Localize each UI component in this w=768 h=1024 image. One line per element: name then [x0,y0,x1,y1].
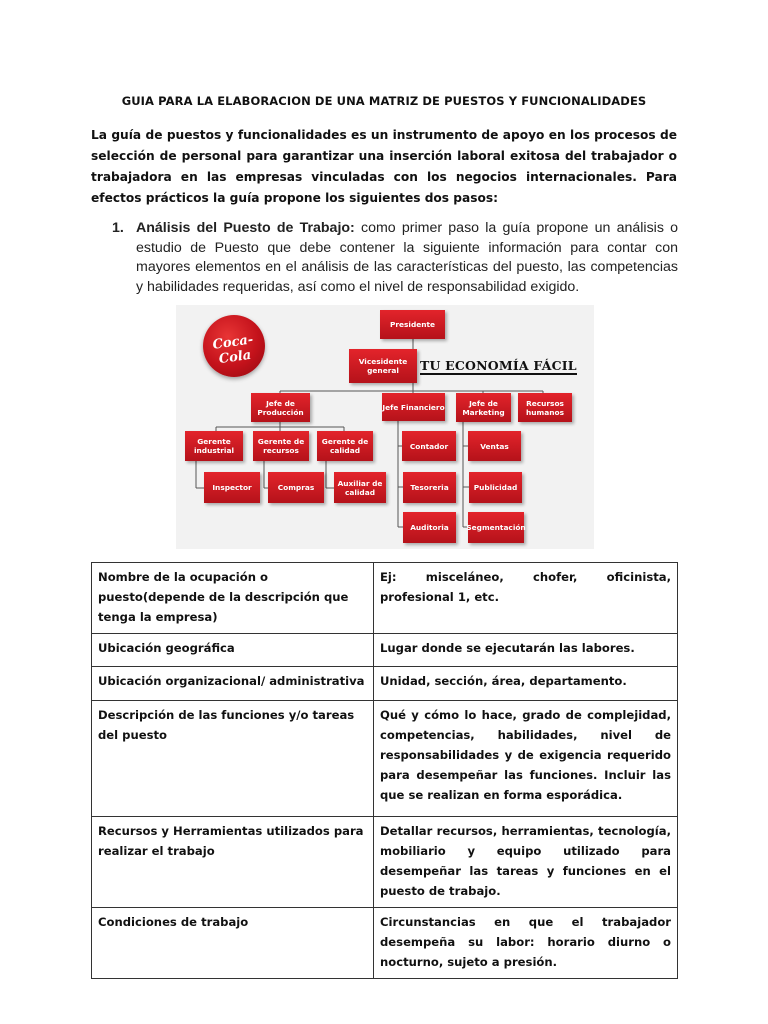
row-label: Condiciones de trabajo [92,908,374,979]
org-box-gerente-recursos: Gerente de recursos [253,431,309,461]
org-box-publicidad: Publicidad [469,472,522,503]
step-1 [112,219,678,297]
org-box-vicepresidente: Vicesidente general [349,349,417,383]
row-label: Descripción de las funciones y/o tareas del puesto [92,701,374,817]
table-row [92,634,678,667]
step-body: como primer paso la guía propone un análisis o estudio de Puesto que debe contener la siguiente información para contar con mayores elementos en el análisis de las características del puesto, las competencias y habilidades requeridas, así como el nivel de responsabilidad exigido. [136,220,679,295]
brand-watermark: TU ECONOMÍA FÁCIL [420,358,577,373]
row-value: Detallar recursos, herramientas, tecnología, mobiliario y equipo utilizado para desempeñar las tareas y funciones en el puesto de trabajo. [374,817,678,908]
org-box-jefe-financiero: Jefe Financiero [382,393,445,421]
org-box-auditoria: Auditoria [403,512,456,543]
step-number: 1. [112,220,124,236]
table-row [92,908,678,979]
org-box-ventas: Ventas [468,431,521,461]
coca-cola-logo [203,315,265,377]
org-box-gerente-calidad: Gerente de calidad [317,431,373,461]
org-box-gerente-industrial: Gerente industrial [185,431,243,461]
step-text [136,219,678,297]
org-chart-image [176,305,594,549]
table-row [92,817,678,908]
org-box-jefe-produccion: Jefe de Producción [251,393,310,422]
org-box-jefe-marketing: Jefe de Marketing [456,393,511,422]
org-box-recursos-humanos: Recursos humanos [518,393,572,422]
row-value: Unidad, sección, área, departamento. [374,667,678,701]
org-box-compras: Compras [268,472,324,503]
row-label: Ubicación geográfica [92,634,374,667]
row-value: Ej: misceláneo, chofer, oficinista, profesional 1, etc. [374,563,678,634]
table-row [92,701,678,817]
row-value: Circunstancias en que el trabajador desempeña su labor: horario diurno o nocturno, sujeto a presión. [374,908,678,979]
intro-paragraph: La guía de puestos y funcionalidades es un instrumento de apoyo en los procesos de selección de personal para garantizar una inserción laboral exitosa del trabajador o trabajadora en las empresas vinculadas con los negocios internacionales. Para efectos prácticos la guía propone los siguientes dos pasos: [91,128,677,205]
org-box-segmentacion: Segmentación [468,512,524,543]
org-box-presidente: Presidente [380,310,445,339]
org-box-inspector: Inspector [204,472,260,503]
org-box-auxiliar-calidad: Auxiliar de calidad [334,472,386,503]
org-box-tesoreria: Tesoreria [403,472,456,503]
row-label: Ubicación organizacional/ administrativa [92,667,374,701]
job-matrix-table [91,562,678,979]
row-value: Lugar donde se ejecutarán las labores. [374,634,678,667]
table-row [92,563,678,634]
row-label: Nombre de la ocupación o puesto(depende de la descripción que tenga la empresa) [92,563,374,634]
row-label: Recursos y Herramientas utilizados para realizar el trabajo [92,817,374,908]
logo-text: Coca-Cola [211,332,255,368]
row-value: Qué y cómo lo hace, grado de complejidad, competencias, habilidades, nivel de responsabilidades y de exigencia requerido para desempeñar las funciones. Incluir las que se realizan en forma esporádica. [374,701,678,817]
org-box-contador: Contador [402,431,456,461]
document-title: GUIA PARA LA ELABORACION DE UNA MATRIZ DE PUESTOS Y FUNCIONALIDADES [121,94,647,108]
step-heading: Análisis del Puesto de Trabajo: [136,220,355,236]
table-row [92,667,678,701]
